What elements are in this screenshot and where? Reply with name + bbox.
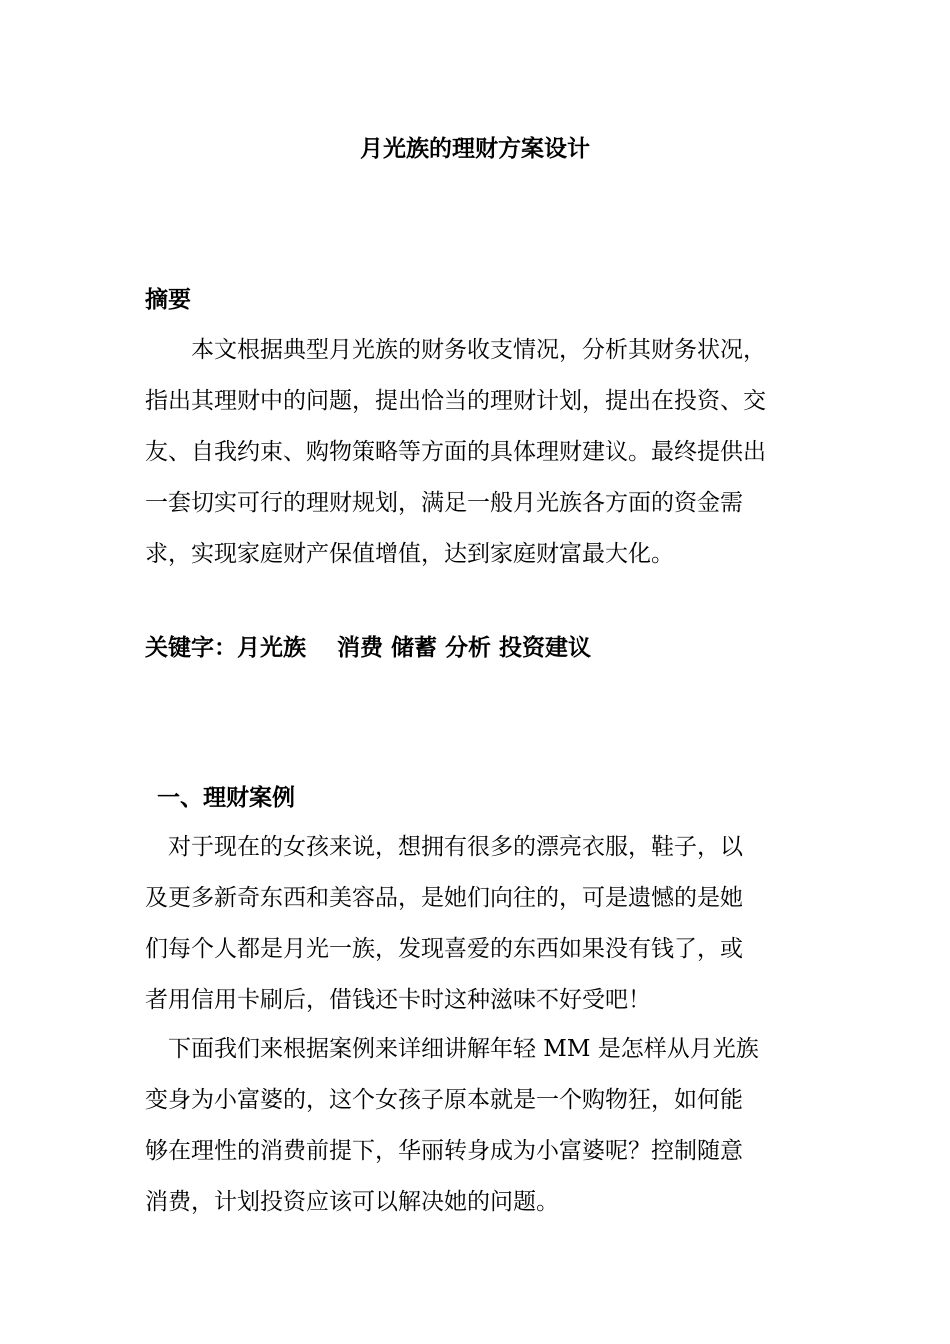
paragraph-line: 们每个人都是月光一族，发现喜爱的东西如果没有钱了，或	[145, 936, 743, 962]
abstract-line: 指出其理财中的问题，提出恰当的理财计划，提出在投资、交	[145, 388, 766, 414]
paragraph-line: 消费，计划投资应该可以解决她的问题。	[145, 1189, 559, 1215]
case-paragraph-2	[145, 1024, 815, 1228]
section-heading-case: 一、理财案例	[157, 784, 295, 811]
paragraph-line: 变身为小富婆的，这个女孩子原本就是一个购物狂，如何能	[145, 1087, 743, 1113]
case-paragraph-1	[145, 822, 815, 1026]
abstract-line: 求，实现家庭财产保值增值，达到家庭财富最大化。	[145, 541, 674, 567]
abstract-heading: 摘要	[145, 286, 191, 313]
abstract-line: 本文根据典型月光族的财务收支情况，分析其财务状况，	[145, 337, 766, 363]
paragraph-line: 及更多新奇东西和美容品，是她们向往的，可是遗憾的是她	[145, 885, 743, 911]
keywords-line: 关键字：月光族 消费 储蓄 分析 投资建议	[145, 634, 592, 661]
document-title: 月光族的理财方案设计	[360, 135, 590, 162]
abstract-line: 一套切实可行的理财规划，满足一般月光族各方面的资金需	[145, 490, 743, 516]
paragraph-line: 够在理性的消费前提下，华丽转身成为小富婆呢？控制随意	[145, 1138, 743, 1164]
abstract-paragraph	[145, 325, 815, 580]
paragraph-line: 下面我们来根据案例来详细讲解年轻 MM 是怎样从月光族	[145, 1036, 759, 1062]
abstract-line: 友、自我约束、购物策略等方面的具体理财建议。最终提供出	[145, 439, 766, 465]
paragraph-line: 对于现在的女孩来说，想拥有很多的漂亮衣服，鞋子，以	[145, 834, 743, 860]
paragraph-line: 者用信用卡刷后，借钱还卡时这种滋味不好受吧！	[145, 987, 651, 1013]
